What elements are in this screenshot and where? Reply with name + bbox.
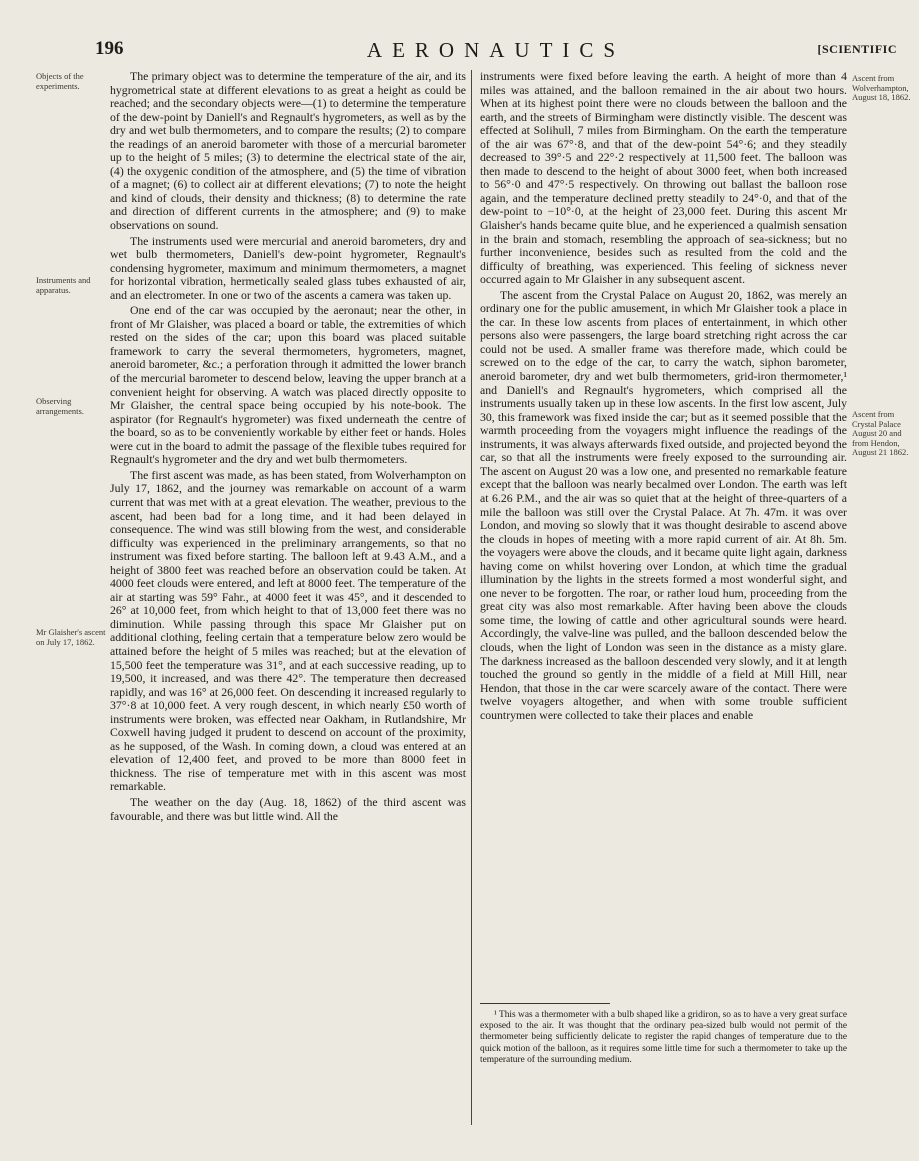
right-column [480, 70, 847, 1000]
running-title: AERONAUTICS [366, 38, 626, 62]
footnote-rule [480, 1003, 610, 1004]
paragraph: The ascent from the Crystal Palace on August 20, 1862, was merely an ordinary one for the public amusement, in which Mr Glaisher took a place in the car. In these low ascents from places of entertainment, in which other persons also were passengers, the large board stretching right across the car could not be used. A smaller frame was therefore made, which could be screwed on to the edge of the car, to carry the watch, siphon barometer, aneroid barometer, dry and wet bulb thermometers, grid-iron thermometer,¹ and Daniell's and Regnault's hygrometers, which comprised all the instruments usually taken up in these low ascents. In the first low ascent, July 30, this framework was fixed inside the car; but as it seemed possible that the warmth proceeding from the voyagers might influence the readings of the instruments, it was always afterwards fixed outside, and projected beyond the car, so that all the instruments were freely exposed to the surrounding air. The ascent on August 20 was a low one, and presented no remarkable feature except that the balloon was nearly becalmed over London. The earth was left at 6.26 P.M., and the air was so quiet that at the height of three-quarters of a mile the balloon was still over the Crystal Palace. At 7h. 47m. it was over London, and moving so slowly that it was thought desirable to ascend above the clouds in hopes of meeting with a more rapid current of air. At 8h. 5m. the voyagers were above the clouds, and it became quite light again, darkness having come on whilst hovering over London, at which time the gradual illumination by the lights in the streets formed a most wonderful sight, and one never to be forgotten. The roar, or rather loud hum, proceeding from the great city was also most remarkable. After having been above the clouds some time, the lowing of cattle and other agricultural sounds were heard. Accordingly, the valve-line was pulled, and the balloon descended below the clouds, when the light of London was seen in the distance as a misty glare. The darkness increased as the balloon descended very slowly, and it at length touched the ground so gently in the middle of a field at Mill Hill, near Hendon, that those in the car were scarcely aware of the contact. There were twelve voyagers altogether, and when with some trouble sufficient countrymen were collected to take their places and enable [480, 287, 847, 722]
footnote [480, 1010, 847, 1066]
sidenote-objects: Objects of the experiments. [36, 71, 84, 91]
paragraph: The weather on the day (Aug. 18, 1862) of the third ascent was favourable, and there was but little wind. All the [110, 794, 466, 823]
sidenote-wolverhampton: Ascent from Wolverhampton, August 18, 1862. [852, 73, 911, 102]
column-divider [471, 70, 472, 1125]
paragraph: One end of the car was occupied by the aeronaut; near the other, in front of Mr Glaisher, was placed a board or table, the extremities of which rested on the sides of the car; upon this board was placed suitable framework to carry the several thermometers, hygrometers, magnet, aneroid barometer, &c.; a perforation through it admitted the lower branch of the mercurial barometer to descend below, leaving the upper branch at a convenient height for observing. A watch was placed directly opposite to Mr Glaisher, the central space being occupied by his note-book. The aspirator (for Regnault's hygrometer) was fixed underneath the centre of the board, so as to be conveniently workable by either feet or hands. Holes were cut in the board to admit the passage of the flexible tubes required for Regnault's hygrometer and the dry and wet bulb thermometers. [110, 303, 466, 467]
sidenote-crystal-palace: Ascent from Crystal Palace August 20 and from Hendon, August 21 1862. [852, 409, 909, 457]
paragraph: instruments were fixed before leaving the earth. A height of more than 4 miles was attained, and the balloon remained in the air about two hours. When at its highest point there were no clouds between the balloon and the earth, and the streets of Birmingham were distinctly visible. The descent was effected at Solihull, 7 miles from Birmingham. On the earth the temperature of the air was 67°·8, and that of the dew-point 54°·6; and they steadily decreased to 39°·5 and 22°·2 respectively at 11,500 feet. The balloon was then made to descend to the height of about 3000 feet, when both increased to 56°·0 and 47°·5 respectively. On throwing out ballast the balloon rose again, and the temperature declined pretty steadily to 24°·0, and that of the dew-point to −10°·0, at the height of 23,000 feet. During this ascent Mr Glaisher's hands became quite blue, and he experienced a qualmish sensation in the brain and stomach, resembling the approach of sea-sickness; but no further inconvenience, besides such as resulted from the cold and the difficulty of breathing, was experienced. This feeling of sickness never occurred again to Mr Glaisher in any subsequent ascent. [480, 70, 847, 287]
paragraph: The instruments used were mercurial and aneroid barometers, dry and wet bulb thermometers, Daniell's dew-point hygrometer, Regnault's condensing hygrometer, maximum and minimum thermometers, a magnet for horizontal vibration, hermetically sealed glass tubes exhausted of air, and an electrometer. In one or two of the ascents a camera was taken up. [110, 233, 466, 302]
sidenote-observing: Observing arrangements. [36, 396, 84, 416]
paragraph: The first ascent was made, as has been stated, from Wolverhampton on July 17, 1862, and the journey was remarkable on account of a warm current that was met with at a great elevation. The weather, previous to the ascent, had been bad for a long time, and it had been delayed in consequence. The wind was still blowing from the west, and considerable difficulty was experienced in the preliminary arrangements, so that no instrument was fixed before starting. The balloon left at 9.43 A.M., and a height of 3800 feet was reached before an observation could be taken. At 4000 feet clouds were entered, and left at 8000 feet. The temperature of the air at starting was 59° Fahr., at 4000 feet it was 45°, and it descended to 26° at 10,000 feet, from which height to that of 13,000 feet there was no diminution. While passing through this space Mr Glaisher put on additional clothing, feeling certain that a temperature below zero would be attained before the height of 5 miles was reached; but at the elevation of 15,500 feet the temperature was 31°, and at each successive reading, up to 19,500, it increased, and was there 42°. The temperature then decreased rapidly, and was 16° at 26,000 feet. On descending it increased regularly to 37°·8 at 10,000 feet. A very rough descent, in which nearly £50 worth of instruments were broken, was effected near Oakham, in Rutlandshire, Mr Coxwell having judged it prudent to descend on account of the proximity, as he supposed, of the Wash. In coming down, a cloud was entered at an elevation of 12,400 feet, and proved to be more than 8000 feet in thickness. The rise of temperature met with in this ascent was most remarkable. [110, 467, 466, 794]
sidenote-instruments: Instruments and apparatus. [36, 275, 91, 295]
footnote-text: ¹ This was a thermometer with a bulb shaped like a gridiron, so as to have a very great surface exposed to the air. It was thought that the ordinary pea-sized bulb would not permit of the thermometer being sufficiently delicate to register the rapid changes of temperature due to the quick motion of the balloon, as it requires some little time for such a thermometer to take up the temperature of the surrounding medium. [480, 1010, 847, 1065]
running-header [95, 38, 897, 68]
paragraph: The primary object was to determine the temperature of the air, and its hygrometrical state at different elevations to as great a height as could be reached; and the secondary objects were—(1) to determine the temperature of the dew-point by Daniell's and Regnault's hygrometers, as well as by the dry and wet bulb thermometers, and to compare the results; (2) to compare the readings of an aneroid barometer with those of a mercurial barometer up to the height of 5 miles; (3) to determine the electrical state of the air, (4) the oxygenic condition of the atmosphere, and (5) the time of vibration of a magnet; (6) to collect air at different elevations; (7) to note the height and kind of clouds, their density and thickness; (8) to determine the rate and direction of different currents in the atmosphere; and (9) to make observations on sound. [110, 70, 466, 233]
left-column [110, 70, 466, 1125]
sidenote-first-ascent: Mr Glaisher's ascent on July 17, 1862. [36, 627, 106, 647]
section-tag: [SCIENTIFIC [817, 42, 897, 56]
page-number: 196 [95, 38, 124, 59]
